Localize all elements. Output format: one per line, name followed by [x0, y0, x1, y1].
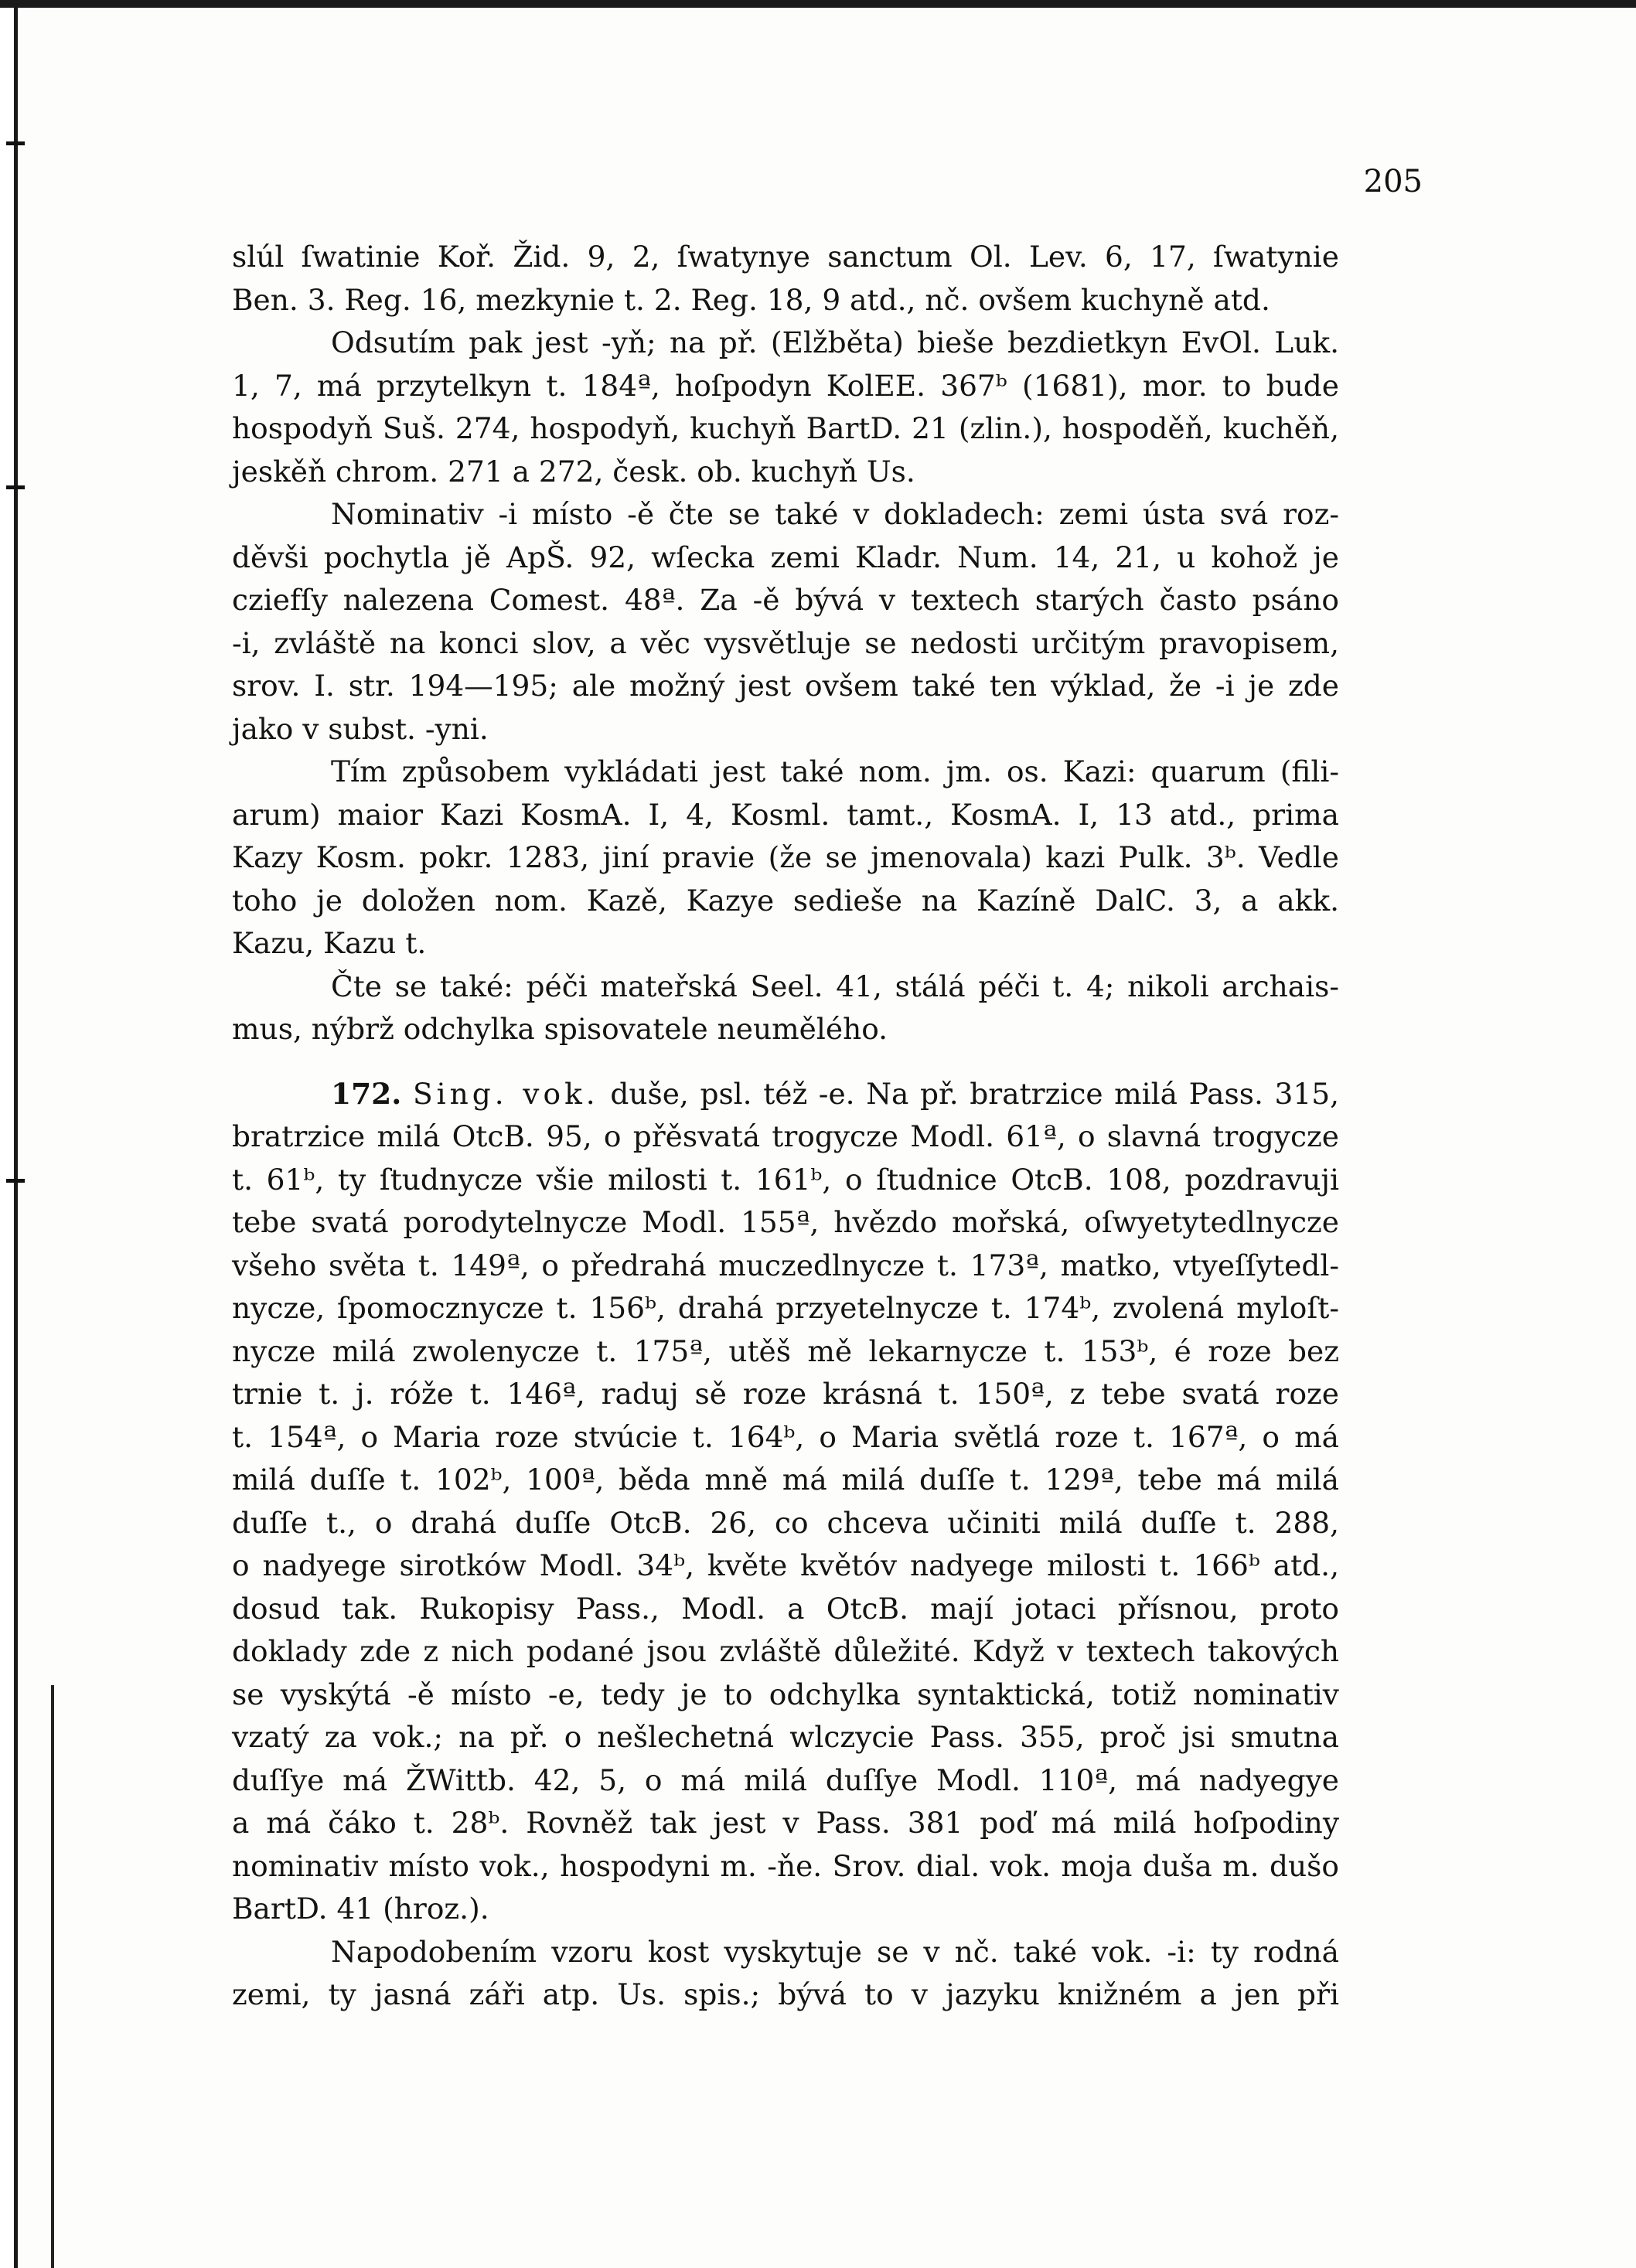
scan-tick-mark	[6, 1179, 25, 1183]
scan-top-border	[0, 0, 1636, 8]
text-line: a má čáko t. 28ᵇ. Rovněž tak jest v Pass. 381 poď má milá hoſpodiny	[232, 1806, 1339, 1840]
section-number: 172.	[331, 1076, 402, 1111]
text-line: nycze milá zwolenycze t. 175ª, utěš mě lekarnycze t. 153ᵇ, é roze bez	[232, 1333, 1339, 1368]
section-heading-line	[232, 1073, 1339, 1116]
section-gap	[232, 1051, 1339, 1073]
text-line: všeho světa t. 149ª, o předrahá muczedlnycze t. 173ª, matko, vtyeſſytedl-	[232, 1248, 1339, 1282]
text-line: mus, nýbrž odchylka spisovatele neumělého.	[232, 1012, 888, 1046]
text-line: -i, zvláště na konci slov, a věc vysvětluje se nedosti určitým pravopisem,	[232, 625, 1339, 660]
text-line: Tím způsobem vykládati jest také nom. jm. os. Kazi: quarum (fili-	[331, 754, 1339, 788]
text-line: slúl ſwatinie Koř. Žid. 9, 2, ſwatynye sanctum Ol. Lev. 6, 17, ſwatynie	[232, 240, 1339, 274]
text-line: bratrzice milá OtcB. 95, o přěsvatá trogycze Modl. 61ª, o slavná trogycze	[232, 1119, 1339, 1153]
page-number: 205	[1363, 164, 1423, 199]
text-line: duſſe t., o drahá duſſe OtcB. 26, co chceva učiniti milá duſſe t. 288,	[232, 1505, 1339, 1540]
text-line: nycze, ſpomocznycze t. 156ᵇ, drahá przyetelnycze t. 174ᵇ, zvolená myloſt-	[232, 1291, 1339, 1325]
binding-line	[51, 1685, 54, 2268]
text-line: dosud tak. Rukopisy Pass., Modl. a OtcB. mají jotaci přísnou, proto	[232, 1591, 1339, 1626]
text-line: trnie t. j. róže t. 146ª, raduj sě roze krásná t. 150ª, z tebe svatá roze	[232, 1377, 1339, 1411]
text-line: Napodobením vzoru kost vyskytuje se v nč. také vok. -i: ty rodná	[331, 1934, 1339, 1969]
scan-tick-mark	[6, 485, 25, 489]
text-line: Odsutím pak jest -yň; na př. (Elžběta) bieše bezdietkyn EvOl. Luk.	[331, 325, 1339, 359]
text-line: tebe svatá porodytelnycze Modl. 155ª, hvězdo mořská, oſwyetytedlnycze	[232, 1205, 1339, 1239]
body-text	[232, 236, 1339, 2017]
text-line: toho je doložen nom. Kazě, Kazye sedieše na Kazíně DalC. 3, a akk.	[232, 883, 1339, 918]
text-line: jeskěň chrom. 271 a 272, česk. ob. kuchyň Us.	[232, 454, 915, 489]
text-line: Nominativ -i místo -ě čte se také v dokladech: zemi ústa svá roz-	[331, 497, 1339, 531]
text-line: t. 61ᵇ, ty ſtudnycze všie milosti t. 161ᵇ, o ſtudnice OtcB. 108, pozdravuji	[232, 1162, 1339, 1197]
text-line: arum) maior Kazi KosmA. I, 4, Kosml. tamt., KosmA. I, 13 atd., prima	[232, 797, 1339, 832]
text-line: se vyskýtá -ě místo -e, tedy je to odchylka syntaktická, totiž nominativ	[232, 1677, 1339, 1711]
text-line: Kazy Kosm. pokr. 1283, jiní pravie (že se jmenovala) kazi Pulk. 3ᵇ. Vedle	[232, 840, 1339, 874]
text-line: BartD. 41 (hroz.).	[232, 1892, 489, 1926]
text-line: cziefſy nalezena Comest. 48ª. Za -ě bývá v textech starých často psáno	[232, 583, 1339, 617]
text-line: duſſye má ŽWittb. 42, 5, o má milá duſſye Modl. 110ª, má nadyegye	[232, 1762, 1339, 1797]
text-line: 1, 7, má przytelkyn t. 184ª, hoſpodyn KolEE. 367ᵇ (1681), mor. to bude	[232, 368, 1339, 403]
text-line: děvši pochytla jě ApŠ. 92, wſecka zemi Kladr. Num. 14, 21, u kohož je	[232, 540, 1339, 574]
text-line: srov. I. str. 194—195; ale možný jest ovšem také ten výklad, že -i je zde	[232, 669, 1339, 703]
text-line: zemi, ty jasná záři atp. Us. spis.; bývá to v jazyku knižném a jen při	[232, 1977, 1339, 2011]
text-line: o nadyege sirotków Modl. 34ᵇ, květe květóv nadyege milosti t. 166ᵇ atd.,	[232, 1548, 1339, 1582]
text-line: jako v subst. -yni.	[232, 711, 489, 746]
text-line: duše, psl. též -e. Na př. bratrzice milá Pass. 315,	[610, 1076, 1340, 1111]
text-line: vzatý za vok.; na př. o nešlechetná wlczycie Pass. 355, proč jsi smutna	[232, 1720, 1339, 1754]
text-line: nominativ místo vok., hospodyni m. -ňe. Srov. dial. vok. moja duša m. dušo	[232, 1848, 1339, 1883]
scan-tick-mark	[6, 141, 25, 145]
text-line: doklady zde z nich podané jsou zvláště důležité. Když v textech takových	[232, 1634, 1339, 1668]
text-line: Ben. 3. Reg. 16, mezkynie t. 2. Reg. 18, 9 atd., nč. ovšem kuchyně atd.	[232, 282, 1270, 317]
section-label: Sing. vok.	[412, 1076, 599, 1111]
scan-left-border	[14, 0, 18, 2268]
text-line: t. 154ª, o Maria roze stvúcie t. 164ᵇ, o Maria světlá roze t. 167ª, o má	[232, 1419, 1339, 1454]
text-line: Kazu, Kazu t.	[232, 926, 427, 960]
text-line: Čte se také: péči mateřská Seel. 41, stálá péči t. 4; nikoli archais-	[331, 969, 1339, 1003]
text-line: hospodyň Suš. 274, hospodyň, kuchyň BartD. 21 (zlin.), hospoděň, kuchěň,	[232, 411, 1339, 445]
text-line: milá duſſe t. 102ᵇ, 100ª, běda mně má milá duſſe t. 129ª, tebe má milá	[232, 1463, 1339, 1497]
